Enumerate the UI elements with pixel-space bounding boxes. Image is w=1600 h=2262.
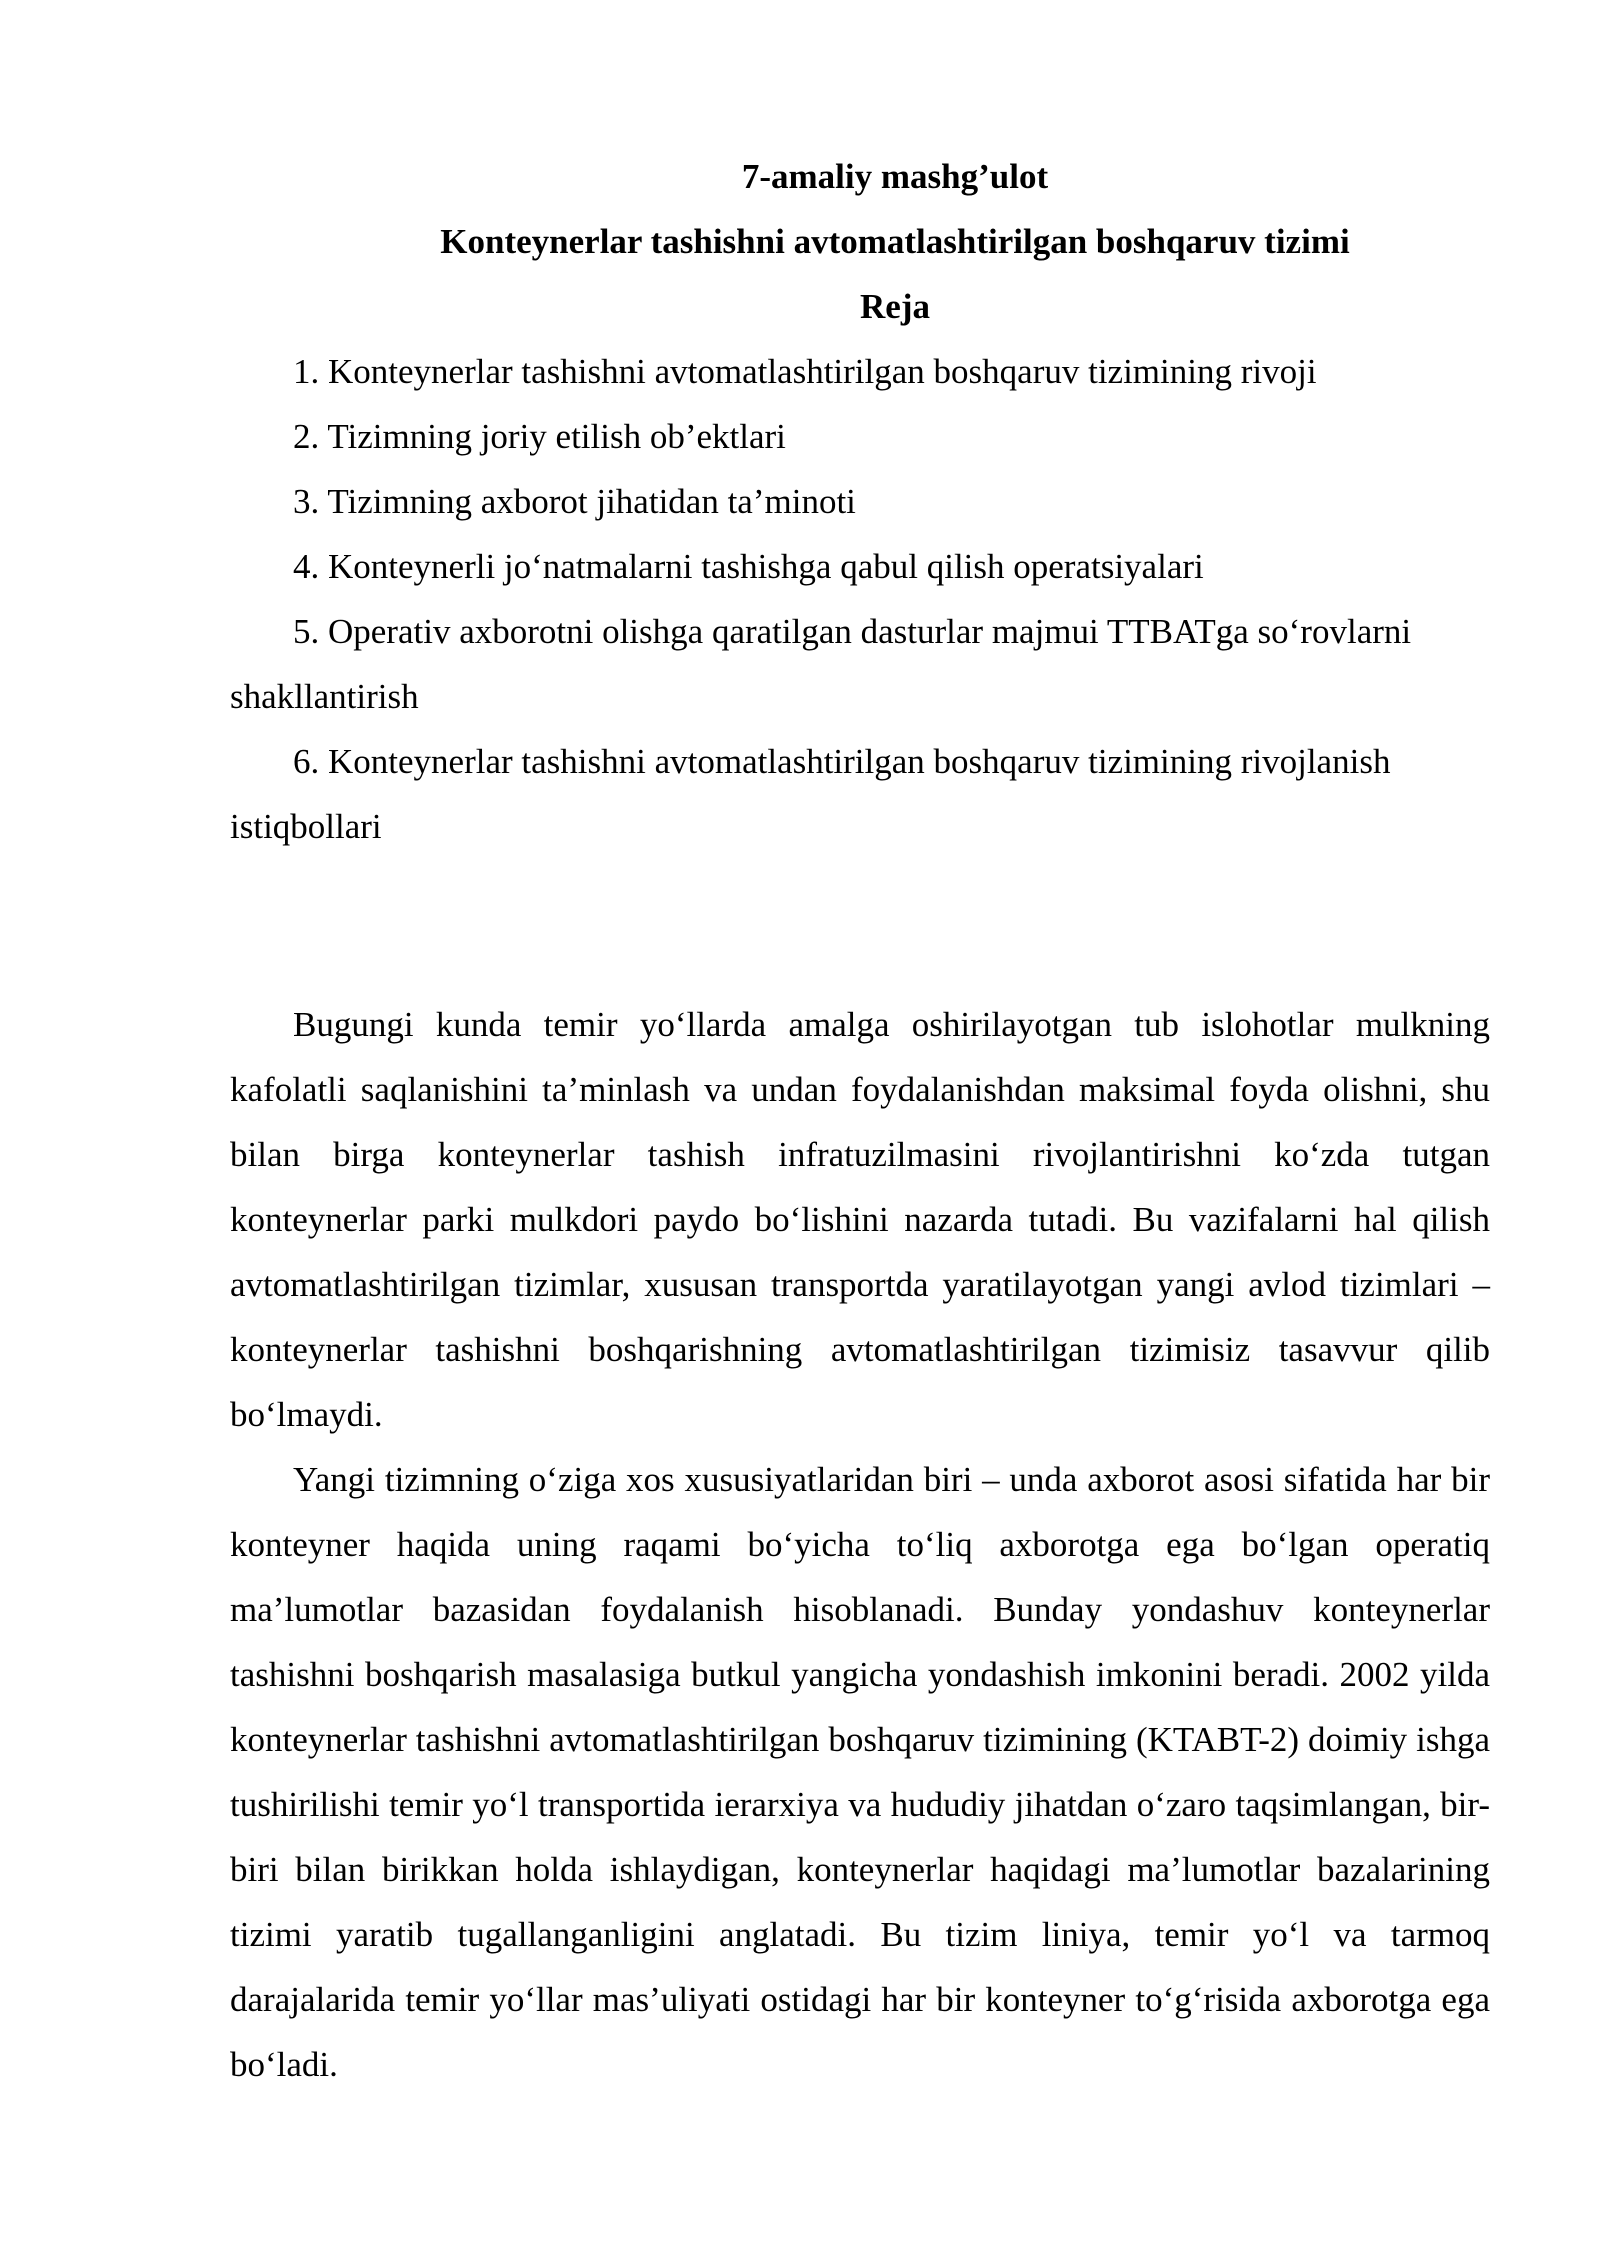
paragraph-1: Bugungi kunda temir yo‘llarda amalga oshirilayotgan tub islohotlar mulkning kafolatli saqlanishini ta’minlash va undan foydalanishdan maksimal foyda olishni, shu bilan birga konteynerlar tashish infratuzilmasini rivojlantirishni ko‘zda tutgan konteynerlar parki mulkdori paydo bo‘lishini nazarda tutadi. Bu vazifalarni hal qilish avtomatlashtirilgan tizimlar, xususan transportda yaratilayotgan yangi avlod tizimlari – konteynerlar tashishni boshqarishning avtomatlashtirilgan tizimisiz tasavvur qilib bo‘lmaydi.: [230, 1005, 1490, 1434]
plan-item-2: 2. Tizimning joriy etilish ob’ektlari: [293, 417, 786, 456]
practical-lesson-number: 7-amaliy mashg’ulot: [741, 157, 1049, 196]
plan-item-5: 5. Operativ axborotni olishga qaratilgan dasturlar majmui TTBATga so‘rovlarni shakllantirish: [230, 612, 1412, 716]
plan-list: [230, 339, 1490, 859]
plan-item-1: 1. Konteynerlar tashishni avtomatlashtirilgan boshqaruv tizimining rivoji: [293, 352, 1317, 391]
plan-item-3: 3. Tizimning axborot jihatidan ta’minoti: [293, 482, 856, 521]
paragraph-2: Yangi tizimning o‘ziga xos xususiyatlaridan biri – unda axborot asosi sifatida har bir konteyner haqida uning raqami bo‘yicha to‘liq axborotga ega bo‘lgan operatiq ma’lumotlar bazasidan foydalanish hisoblanadi. Bunday yondashuv konteynerlar tashishni boshqarish masalasiga butkul yangicha yondashish imkonini beradi. 2002 yilda konteynerlar tashishni avtomatlashtirilgan boshqaruv tizimining (KTABT-2) doimiy ishga tushirilishi temir yo‘l transportida ierarxiya va hududiy jihatdan o‘zaro taqsimlangan, bir-biri bilan birikkan holda ishlaydigan, konteynerlar haqidagi ma’lumotlar bazalarining tizimi yaratib tugallanganligini anglatadi. Bu tizim liniya, temir yo‘l va tarmoq darajalarida temir yo‘llar mas’uliyati ostidagi har bir konteyner to‘g‘risida axborotga ega bo‘ladi.: [230, 1460, 1490, 2084]
document-title: Konteynerlar tashishni avtomatlashtirilgan boshqaruv tizimi: [440, 222, 1350, 261]
body-text: [230, 992, 1490, 2097]
plan-item-6: 6. Konteynerlar tashishni avtomatlashtirilgan boshqaruv tizimining rivojlanish istiqbollari: [230, 742, 1391, 846]
plan-item-4: 4. Konteynerli jo‘natmalarni tashishga qabul qilish operatsiyalari: [293, 547, 1204, 586]
plan-heading: Reja: [860, 287, 930, 326]
